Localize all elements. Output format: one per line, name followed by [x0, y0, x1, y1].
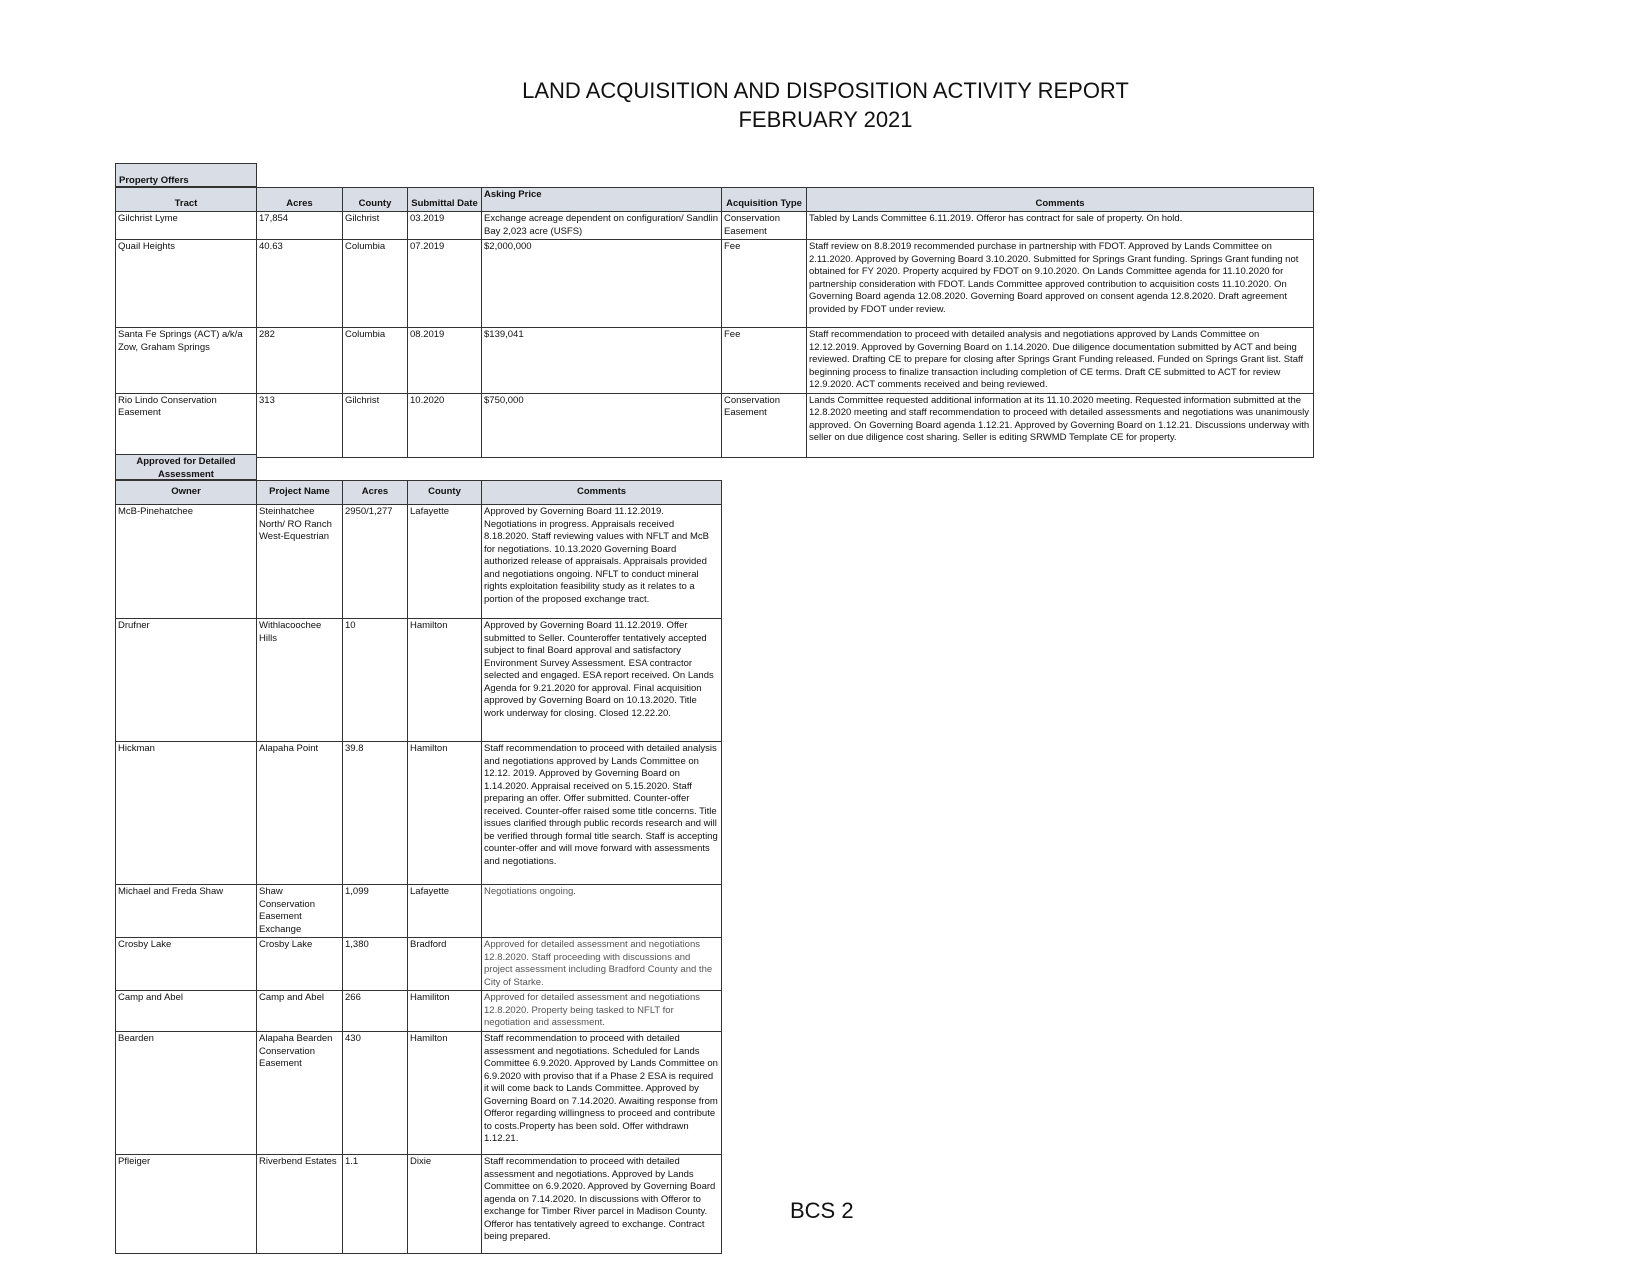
acres-cell: 10: [343, 619, 408, 742]
project-cell: Withlacoochee Hills: [257, 619, 343, 742]
table-row: [116, 938, 722, 991]
price-cell: $139,041: [482, 328, 722, 394]
county-cell: Dixie: [408, 1155, 482, 1254]
owner-cell: Pfleiger: [116, 1155, 257, 1254]
project-cell: Alapaha Bearden Conservation Easement: [257, 1032, 343, 1155]
table-row: [116, 240, 1314, 328]
project-cell: Shaw Conservation Easement Exchange: [257, 885, 343, 938]
acres-cell: 1,380: [343, 938, 408, 991]
owner-cell: Camp and Abel: [116, 991, 257, 1032]
date-cell: 07.2019: [408, 240, 482, 328]
comments-cell: Staff recommendation to proceed with detailed analysis and negotiations approved by Lands Committee on 12.12.2019. Approved by Governing Board on 1.14.2020. Due diligence documentation submitted by ACT and being reviewed. Drafting CE to prepare for closing after Springs Grant Funding released. Funded on Springs Grant list. Staff beginning process to finalize transaction including completion of CE terms. Draft CE submitted to ACT for review 12.9.2020. ACT comments received and being reviewed.: [807, 328, 1314, 394]
col-header-county: County: [408, 481, 482, 505]
comments-cell: Approved by Governing Board 11.12.2019. Offer submitted to Seller. Counteroffer tentatively accepted subject to final Board approval and satisfactory Environment Survey Assessment. ESA contractor selected and engaged. ESA report received. On Lands Agenda for 9.21.2020 for approval. Final acquisition approved by Governing Board on 10.13.2020. Title work underway for closing. Closed 12.22.20.: [482, 619, 722, 742]
owner-cell: Hickman: [116, 742, 257, 885]
acres-cell: 2950/1,277: [343, 505, 408, 619]
col-header-owner: Owner: [116, 481, 257, 505]
col-header-acres: Acres: [343, 481, 408, 505]
report-title: LAND ACQUISITION AND DISPOSITION ACTIVITY REPORT: [522, 78, 1129, 103]
project-cell: Steinhatchee North/ RO Ranch West-Equestrian: [257, 505, 343, 619]
county-cell: Hamiliton: [408, 991, 482, 1032]
col-header-comments: Comments: [807, 188, 1314, 212]
county-cell: Hamilton: [408, 1032, 482, 1155]
comments-cell: Lands Committee requested additional information at its 11.10.2020 meeting. Requested information submitted at the 12.8.2020 meeting and staff recommendation to proceed with detailed assessments and negotiations was unanimously approved. On Governing Board agenda 1.12.21. Approved by Governing Board on 1.12.21. Discussions underway with seller on due diligence cost sharing. Seller is editing SRWMD Template CE for property.: [807, 393, 1314, 457]
approved-section-title: Approved for Detailed Assessment: [115, 454, 257, 480]
property-offers-section-title: Property Offers: [115, 163, 257, 187]
owner-cell: McB-Pinehatchee: [116, 505, 257, 619]
date-cell: 03.2019: [408, 212, 482, 240]
project-cell: Riverbend Estates: [257, 1155, 343, 1254]
type-cell: Conservation Easement: [722, 393, 807, 457]
county-cell: Hamilton: [408, 742, 482, 885]
type-cell: Fee: [722, 240, 807, 328]
page-footer-label: BCS 2: [790, 1198, 854, 1223]
date-cell: 08.2019: [408, 328, 482, 394]
table-row: [116, 328, 1314, 394]
tract-cell: Quail Heights: [116, 240, 257, 328]
county-cell: Gilchrist: [343, 393, 408, 457]
county-cell: Gilchrist: [343, 212, 408, 240]
comments-cell: Staff recommendation to proceed with detailed assessment and negotiations. Approved by Lands Committee on 6.9.2020. Approved by Governing Board agenda on 7.14.2020. In discussions with Offeror to exchange for Timber River parcel in Madison County. Offeror has tentatively agreed to exchange. Contract being prepared.: [482, 1155, 722, 1254]
project-cell: Camp and Abel: [257, 991, 343, 1032]
comments-cell: Approved for detailed assessment and negotiations 12.8.2020. Property being tasked to NFLT for negotiation and assessment.: [482, 991, 722, 1032]
acres-cell: 17,854: [257, 212, 343, 240]
county-cell: Lafayette: [408, 885, 482, 938]
report-subtitle: FEBRUARY 2021: [738, 107, 913, 132]
table-row: [116, 742, 722, 885]
type-cell: Conservation Easement: [722, 212, 807, 240]
col-header-acquisition-type: Acquisition Type: [722, 188, 807, 212]
col-header-acres: Acres: [257, 188, 343, 212]
price-cell: $750,000: [482, 393, 722, 457]
owner-cell: Michael and Freda Shaw: [116, 885, 257, 938]
property-offers-header-row: [116, 188, 1314, 212]
type-cell: Fee: [722, 328, 807, 394]
project-cell: Crosby Lake: [257, 938, 343, 991]
price-cell: $2,000,000: [482, 240, 722, 328]
table-row: [116, 885, 722, 938]
comments-cell: Staff review on 8.8.2019 recommended purchase in partnership with FDOT. Approved by Lands Committee on 2.11.2020. Approved by Governing Board 3.10.2020. Submitted for Springs Grant funding. Springs Grant funding not obtained for FY 2020. Property acquired by FDOT on 9.10.2020. On Lands Committee agenda for 11.10.2020 for partnership consideration with FDOT. Lands Committee approved contribution to acquisition costs 11.10.2020. On Governing Board agenda 12.08.2020. Governing Board approved on consent agenda 12.8.2020. Draft agreement provided by FDOT under review.: [807, 240, 1314, 328]
owner-cell: Crosby Lake: [116, 938, 257, 991]
table-row: [116, 212, 1314, 240]
owner-cell: Bearden: [116, 1032, 257, 1155]
approved-header-row: [116, 481, 722, 505]
acres-cell: 266: [343, 991, 408, 1032]
col-header-county: County: [343, 188, 408, 212]
tract-cell: Santa Fe Springs (ACT) a/k/a Zow, Graham Springs: [116, 328, 257, 394]
acres-cell: 430: [343, 1032, 408, 1155]
county-cell: Bradford: [408, 938, 482, 991]
table-row: [116, 393, 1314, 457]
county-cell: Columbia: [343, 328, 408, 394]
acres-cell: 282: [257, 328, 343, 394]
price-cell: Exchange acreage dependent on configuration/ Sandlin Bay 2,023 acre (USFS): [482, 212, 722, 240]
owner-cell: Drufner: [116, 619, 257, 742]
table-row: [116, 505, 722, 619]
acres-cell: 313: [257, 393, 343, 457]
comments-cell: Approved by Governing Board 11.12.2019. Negotiations in progress. Appraisals received 8.18.2020. Staff reviewing values with NFLT and McB for negotiations. 10.13.2020 Governing Board authorized release of appraisals. Appraisals provided and negotiations ongoing. NFLT to conduct mineral rights exploitation feasibility study as it relates to a portion of the proposed exchange tract.: [482, 505, 722, 619]
col-header-comments: Comments: [482, 481, 722, 505]
tract-cell: Gilchrist Lyme: [116, 212, 257, 240]
comments-cell: Staff recommendation to proceed with detailed assessment and negotiations. Scheduled for Lands Committee 6.9.2020. Approved by Lands Committee on 6.9.2020 with proviso that if a Phase 2 ESA is required it will come back to Lands Committee. Approved by Governing Board on 7.14.2020. Awaiting response from Offeror regarding willingness to proceed and contribute to costs.Property has been sold. Offer withdrawn 1.12.21.: [482, 1032, 722, 1155]
comments-cell: Negotiations ongoing.: [482, 885, 722, 938]
table-row: [116, 1155, 722, 1254]
table-row: [116, 1032, 722, 1155]
col-header-submittal-date: Submittal Date: [408, 188, 482, 212]
comments-cell: Approved for detailed assessment and negotiations 12.8.2020. Staff proceeding with discussions and project assessment including Bradford County and the City of Starke.: [482, 938, 722, 991]
acres-cell: 40.63: [257, 240, 343, 328]
col-header-asking-price: Asking Price: [482, 188, 722, 212]
county-cell: Lafayette: [408, 505, 482, 619]
project-cell: Alapaha Point: [257, 742, 343, 885]
acres-cell: 39.8: [343, 742, 408, 885]
approved-assessment-table: [115, 480, 722, 1254]
date-cell: 10.2020: [408, 393, 482, 457]
county-cell: Columbia: [343, 240, 408, 328]
col-header-project-name: Project Name: [257, 481, 343, 505]
table-row: [116, 619, 722, 742]
acres-cell: 1.1: [343, 1155, 408, 1254]
county-cell: Hamilton: [408, 619, 482, 742]
property-offers-table: [115, 187, 1314, 458]
tract-cell: Rio Lindo Conservation Easement: [116, 393, 257, 457]
comments-cell: Tabled by Lands Committee 6.11.2019. Offeror has contract for sale of property. On hold.: [807, 212, 1314, 240]
acres-cell: 1,099: [343, 885, 408, 938]
comments-cell: Staff recommendation to proceed with detailed analysis and negotiations approved by Lands Committee on 12.12. 2019. Approved by Governing Board on 1.14.2020. Appraisal received on 5.15.2020. Staff preparing an offer. Offer submitted. Counter-offer received. Counter-offer raised some title concerns. Title issues clarified through public records research and will be verified through formal title search. Staff is accepting counter-offer and will move forward with assessments and negotiations.: [482, 742, 722, 885]
col-header-tract: Tract: [116, 188, 257, 212]
table-row: [116, 991, 722, 1032]
